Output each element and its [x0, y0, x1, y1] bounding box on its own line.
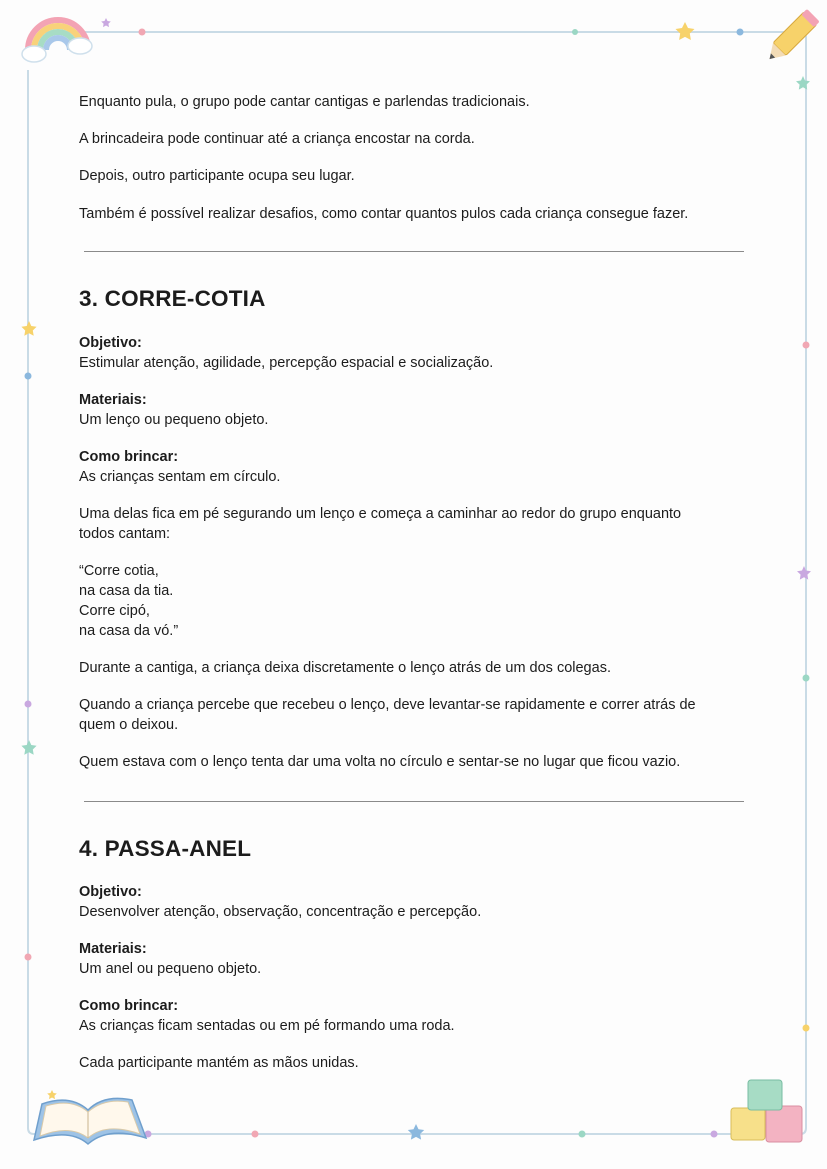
label-objetivo: Objetivo:: [79, 335, 142, 351]
toy-blocks-icon: [731, 1080, 802, 1142]
open-book-icon: [34, 1098, 146, 1144]
paragraph: Cada participante mantém as mãos unidas.: [79, 1055, 359, 1071]
paragraph: A brincadeira pode continuar até a criança encostar na corda.: [79, 131, 475, 147]
materiais-text: Um anel ou pequeno objeto.: [79, 961, 262, 977]
label-como-brincar: Como brincar:: [79, 998, 179, 1014]
paragraph: quem o deixou.: [79, 717, 179, 733]
objetivo-text: Estimular atenção, agilidade, percepção espacial e socialização.: [79, 355, 494, 371]
song-line: “Corre cotia,: [79, 563, 159, 579]
divider: [84, 801, 744, 802]
paragraph: Também é possível realizar desafios, como contar quantos pulos cada criança consegue fazer.: [79, 206, 689, 222]
materiais-text: Um lenço ou pequeno objeto.: [79, 412, 269, 428]
song-line: Corre cipó,: [79, 603, 150, 619]
label-objetivo: Objetivo:: [79, 884, 142, 900]
paragraph: Quem estava com o lenço tenta dar uma volta no círculo e sentar-se no lugar que ficou vazio.: [79, 754, 681, 770]
section-title: 3. CORRE-COTIA: [79, 286, 266, 311]
paragraph: Depois, outro participante ocupa seu lugar.: [79, 168, 355, 184]
rainbow-icon: [22, 20, 92, 62]
paragraph: Quando a criança percebe que recebeu o lenço, deve levantar-se rapidamente e correr atrás de: [79, 697, 696, 713]
paragraph: Durante a cantiga, a criança deixa discretamente o lenço atrás de um dos colegas.: [79, 660, 611, 676]
paragraph: Enquanto pula, o grupo pode cantar cantigas e parlendas tradicionais.: [79, 94, 530, 110]
paragraph: todos cantam:: [79, 526, 171, 542]
label-materiais: Materiais:: [79, 941, 147, 957]
como-brincar-text: As crianças sentam em círculo.: [79, 469, 281, 485]
section-title: 4. PASSA-ANEL: [79, 836, 252, 861]
song-line: na casa da tia.: [79, 583, 174, 599]
divider: [84, 251, 744, 252]
song-line: na casa da vó.”: [79, 623, 179, 639]
como-brincar-text: As crianças ficam sentadas ou em pé formando uma roda.: [79, 1018, 455, 1034]
label-materiais: Materiais:: [79, 392, 147, 408]
pencil-icon: [763, 9, 820, 66]
label-como-brincar: Como brincar:: [79, 449, 179, 465]
paragraph: Uma delas fica em pé segurando um lenço e começa a caminhar ao redor do grupo enquanto: [79, 506, 682, 522]
objetivo-text: Desenvolver atenção, observação, concentração e percepção.: [79, 904, 482, 920]
